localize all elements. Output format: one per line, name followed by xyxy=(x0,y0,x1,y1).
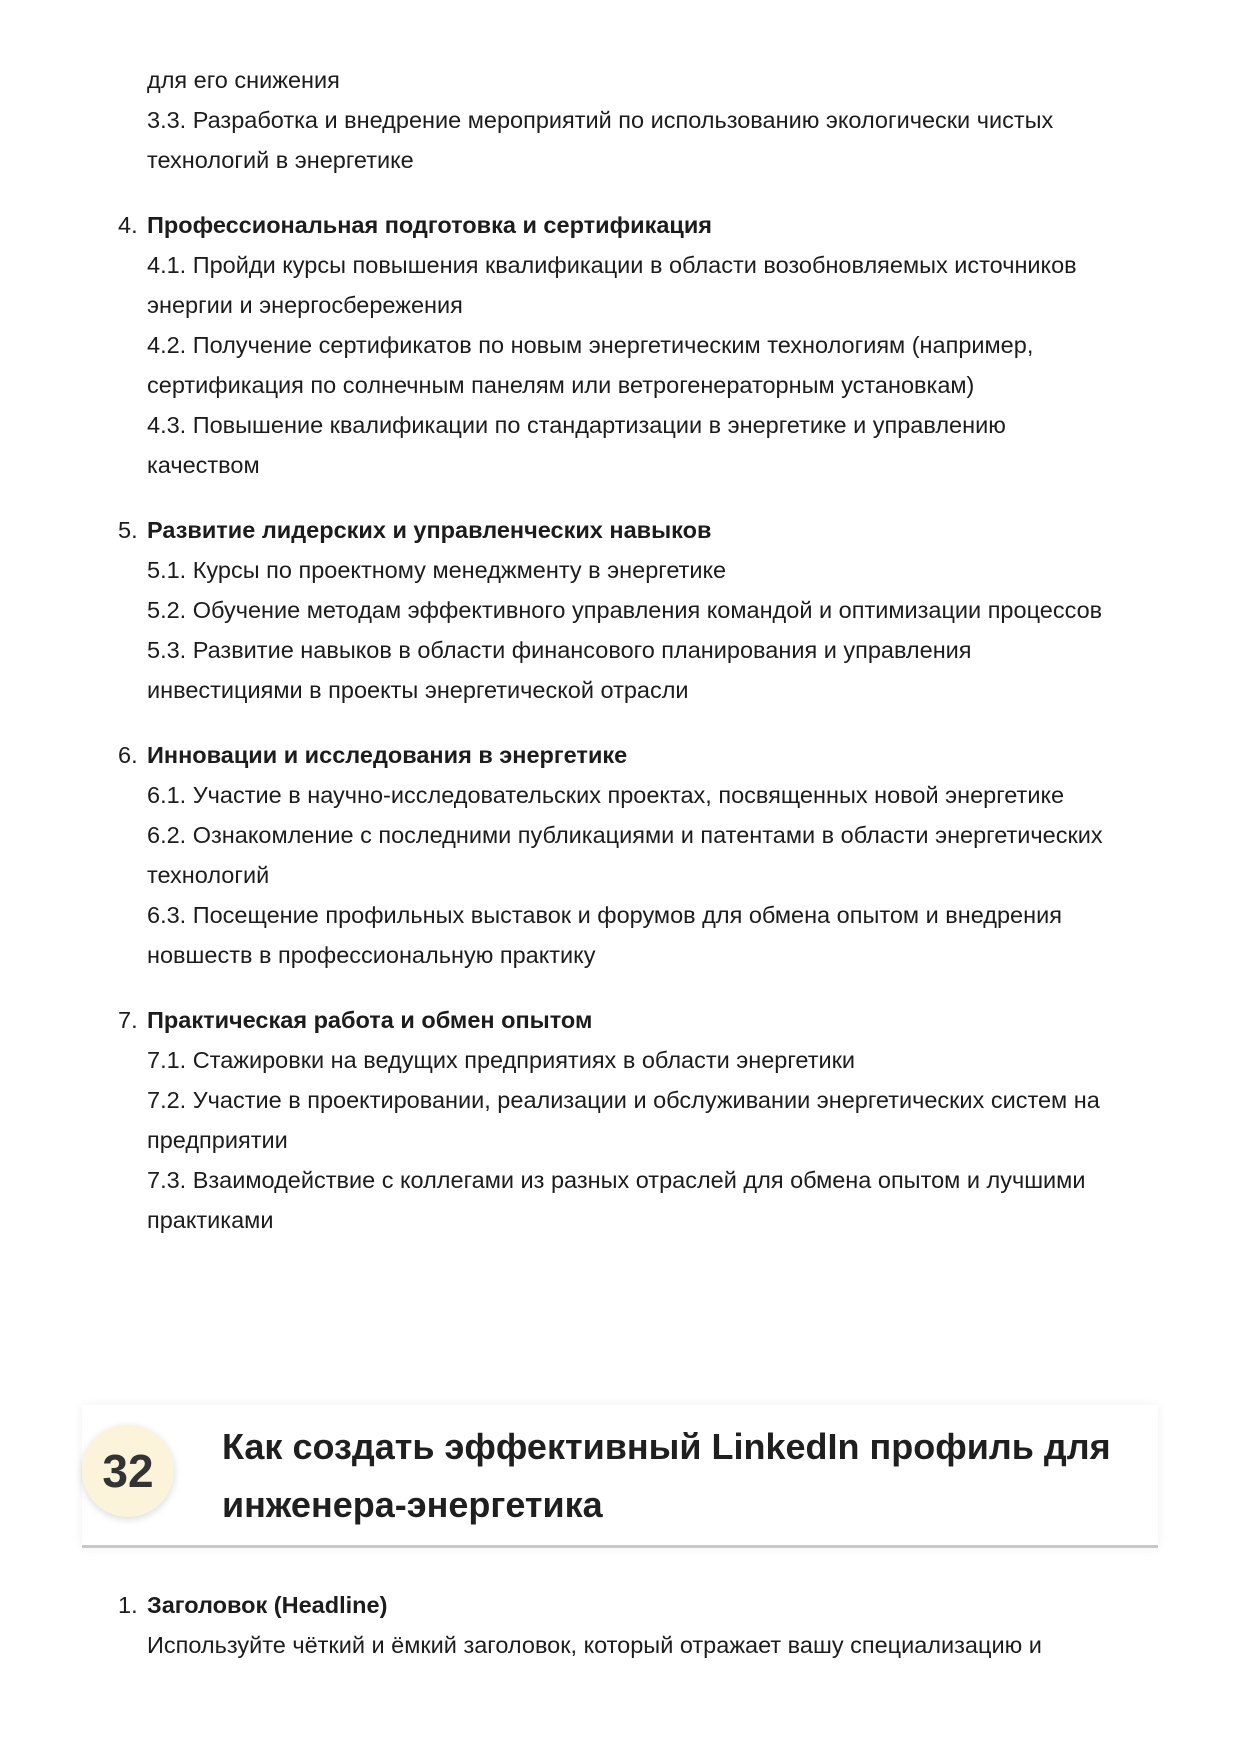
section-heading xyxy=(118,735,1158,775)
section-line: технологий xyxy=(147,862,270,888)
section-line: 5.1. Курсы по проектному менеджменту в энергетике xyxy=(147,557,727,583)
section-line: Используйте чёткий и ёмкий заголовок, который отражает вашу специализацию и xyxy=(147,1632,1042,1658)
section-line: предприятии xyxy=(147,1127,288,1153)
section-line: 4.1. Пройди курсы повышения квалификации в области возобновляемых источников xyxy=(147,252,1077,278)
section-heading xyxy=(118,1585,1158,1625)
section-number: 1. xyxy=(118,1592,138,1618)
section-line: качеством xyxy=(147,452,260,478)
section-title: Заголовок (Headline) xyxy=(147,1592,388,1618)
section-line: 6.3. Посещение профильных выставок и форумов для обмена опытом и внедрения xyxy=(147,902,1062,928)
intro-continuation xyxy=(118,60,1158,180)
section-number: 4. xyxy=(118,212,138,238)
section-line: 7.3. Взаимодействие с коллегами из разных отраслей для обмена опытом и лучшими xyxy=(147,1167,1086,1193)
section-4 xyxy=(118,205,1158,485)
section-line: 4.2. Получение сертификатов по новым энергетическим технологиям (например, xyxy=(147,332,1034,358)
section-title: Профессиональная подготовка и сертификация xyxy=(147,212,713,238)
next-section xyxy=(118,1585,1158,1665)
section-line: практиками xyxy=(147,1207,274,1233)
section-line: энергии и энергосбережения xyxy=(147,292,463,318)
intro-line: технологий в энергетике xyxy=(147,147,414,173)
section-title: Практическая работа и обмен опытом xyxy=(147,1007,593,1033)
section-line: 5.3. Развитие навыков в области финансового планирования и управления xyxy=(147,637,972,663)
section-line: 7.2. Участие в проектировании, реализации и обслуживании энергетических систем на xyxy=(147,1087,1100,1113)
chapter-title-line: Как создать эффективный LinkedIn профиль для xyxy=(222,1426,1111,1467)
section-number: 5. xyxy=(118,517,138,543)
chapter-header xyxy=(82,1405,1158,1548)
section-line: сертификация по солнечным панелям или ветрогенераторным установкам) xyxy=(147,372,975,398)
section-heading xyxy=(118,510,1158,550)
section-line: инвестициями в проекты энергетической отрасли xyxy=(147,677,689,703)
section-line: 6.1. Участие в научно-исследовательских проектах, посвященных новой энергетике xyxy=(147,782,1065,808)
section-5 xyxy=(118,510,1158,710)
section-line: 5.2. Обучение методам эффективного управления командой и оптимизации процессов xyxy=(147,597,1103,623)
plan-list xyxy=(118,60,1158,1240)
section-heading xyxy=(118,1000,1158,1040)
section-title: Развитие лидерских и управленческих навыков xyxy=(147,517,712,543)
section-7 xyxy=(118,1000,1158,1240)
section-line: 6.2. Ознакомление с последними публикациями и патентами в области энергетических xyxy=(147,822,1103,848)
section-number: 6. xyxy=(118,742,138,768)
section-heading xyxy=(118,205,1158,245)
chapter-title xyxy=(222,1418,1152,1534)
section-line: новшеств в профессиональную практику xyxy=(147,942,596,968)
section-line: 7.1. Стажировки на ведущих предприятиях в области энергетики xyxy=(147,1047,856,1073)
chapter-title-line: инженера-энергетика xyxy=(222,1484,603,1525)
section-title: Инновации и исследования в энергетике xyxy=(147,742,628,768)
section-6 xyxy=(118,735,1158,975)
section-number: 7. xyxy=(118,1007,138,1033)
section-line: 4.3. Повышение квалификации по стандартизации в энергетике и управлению xyxy=(147,412,1006,438)
chapter-number-badge: 32 xyxy=(82,1425,174,1517)
intro-line: для его снижения xyxy=(147,67,340,93)
intro-line: 3.3. Разработка и внедрение мероприятий по использованию экологически чистых xyxy=(147,107,1054,133)
